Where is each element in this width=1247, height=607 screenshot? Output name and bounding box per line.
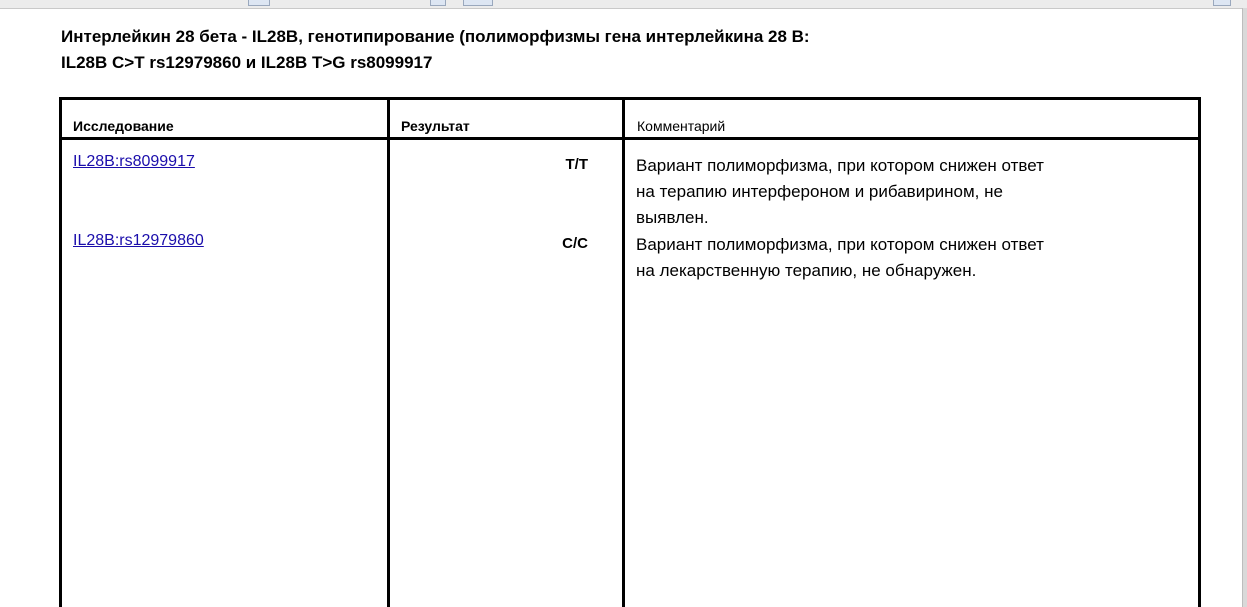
- result-value-row-1: T/T: [565, 156, 588, 173]
- comment-line: на терапию интерфероном и рибавирином, не: [636, 182, 1003, 201]
- results-table: [59, 97, 1201, 607]
- toolbar-button[interactable]: [430, 0, 446, 6]
- study-link-rs12979860[interactable]: IL28B:rs12979860: [73, 232, 204, 249]
- document-title: [61, 24, 1161, 76]
- comment-row-2: [636, 232, 1126, 284]
- comment-line: на лекарственную терапию, не обнаружен.: [636, 261, 977, 280]
- comment-row-1: [636, 153, 1126, 231]
- browser-toolbar-remnant: [0, 0, 1247, 9]
- toolbar-button[interactable]: [248, 0, 270, 6]
- column-divider: [622, 100, 625, 607]
- header-study: Исследование: [73, 118, 174, 134]
- column-divider: [387, 100, 390, 607]
- comment-line: Вариант полиморфизма, при котором снижен ответ: [636, 156, 1044, 175]
- study-link-rs8099917[interactable]: IL28B:rs8099917: [73, 153, 195, 170]
- toolbar-button[interactable]: [1213, 0, 1231, 6]
- title-line-1: Интерлейкин 28 бета - IL28B, генотипирование (полиморфизмы гена интерлейкина 28 B:: [61, 27, 810, 46]
- result-value-row-2: C/C: [562, 235, 588, 252]
- comment-line: Вариант полиморфизма, при котором снижен ответ: [636, 235, 1044, 254]
- toolbar-button[interactable]: [463, 0, 493, 6]
- title-line-2: IL28B C>T rs12979860 и IL28B T>G rs8099917: [61, 53, 433, 72]
- comment-line: выявлен.: [636, 208, 709, 227]
- scrollbar-edge[interactable]: [1242, 8, 1247, 607]
- header-result: Результат: [401, 118, 470, 134]
- header-divider: [62, 137, 1198, 140]
- header-comment: Комментарий: [637, 118, 726, 134]
